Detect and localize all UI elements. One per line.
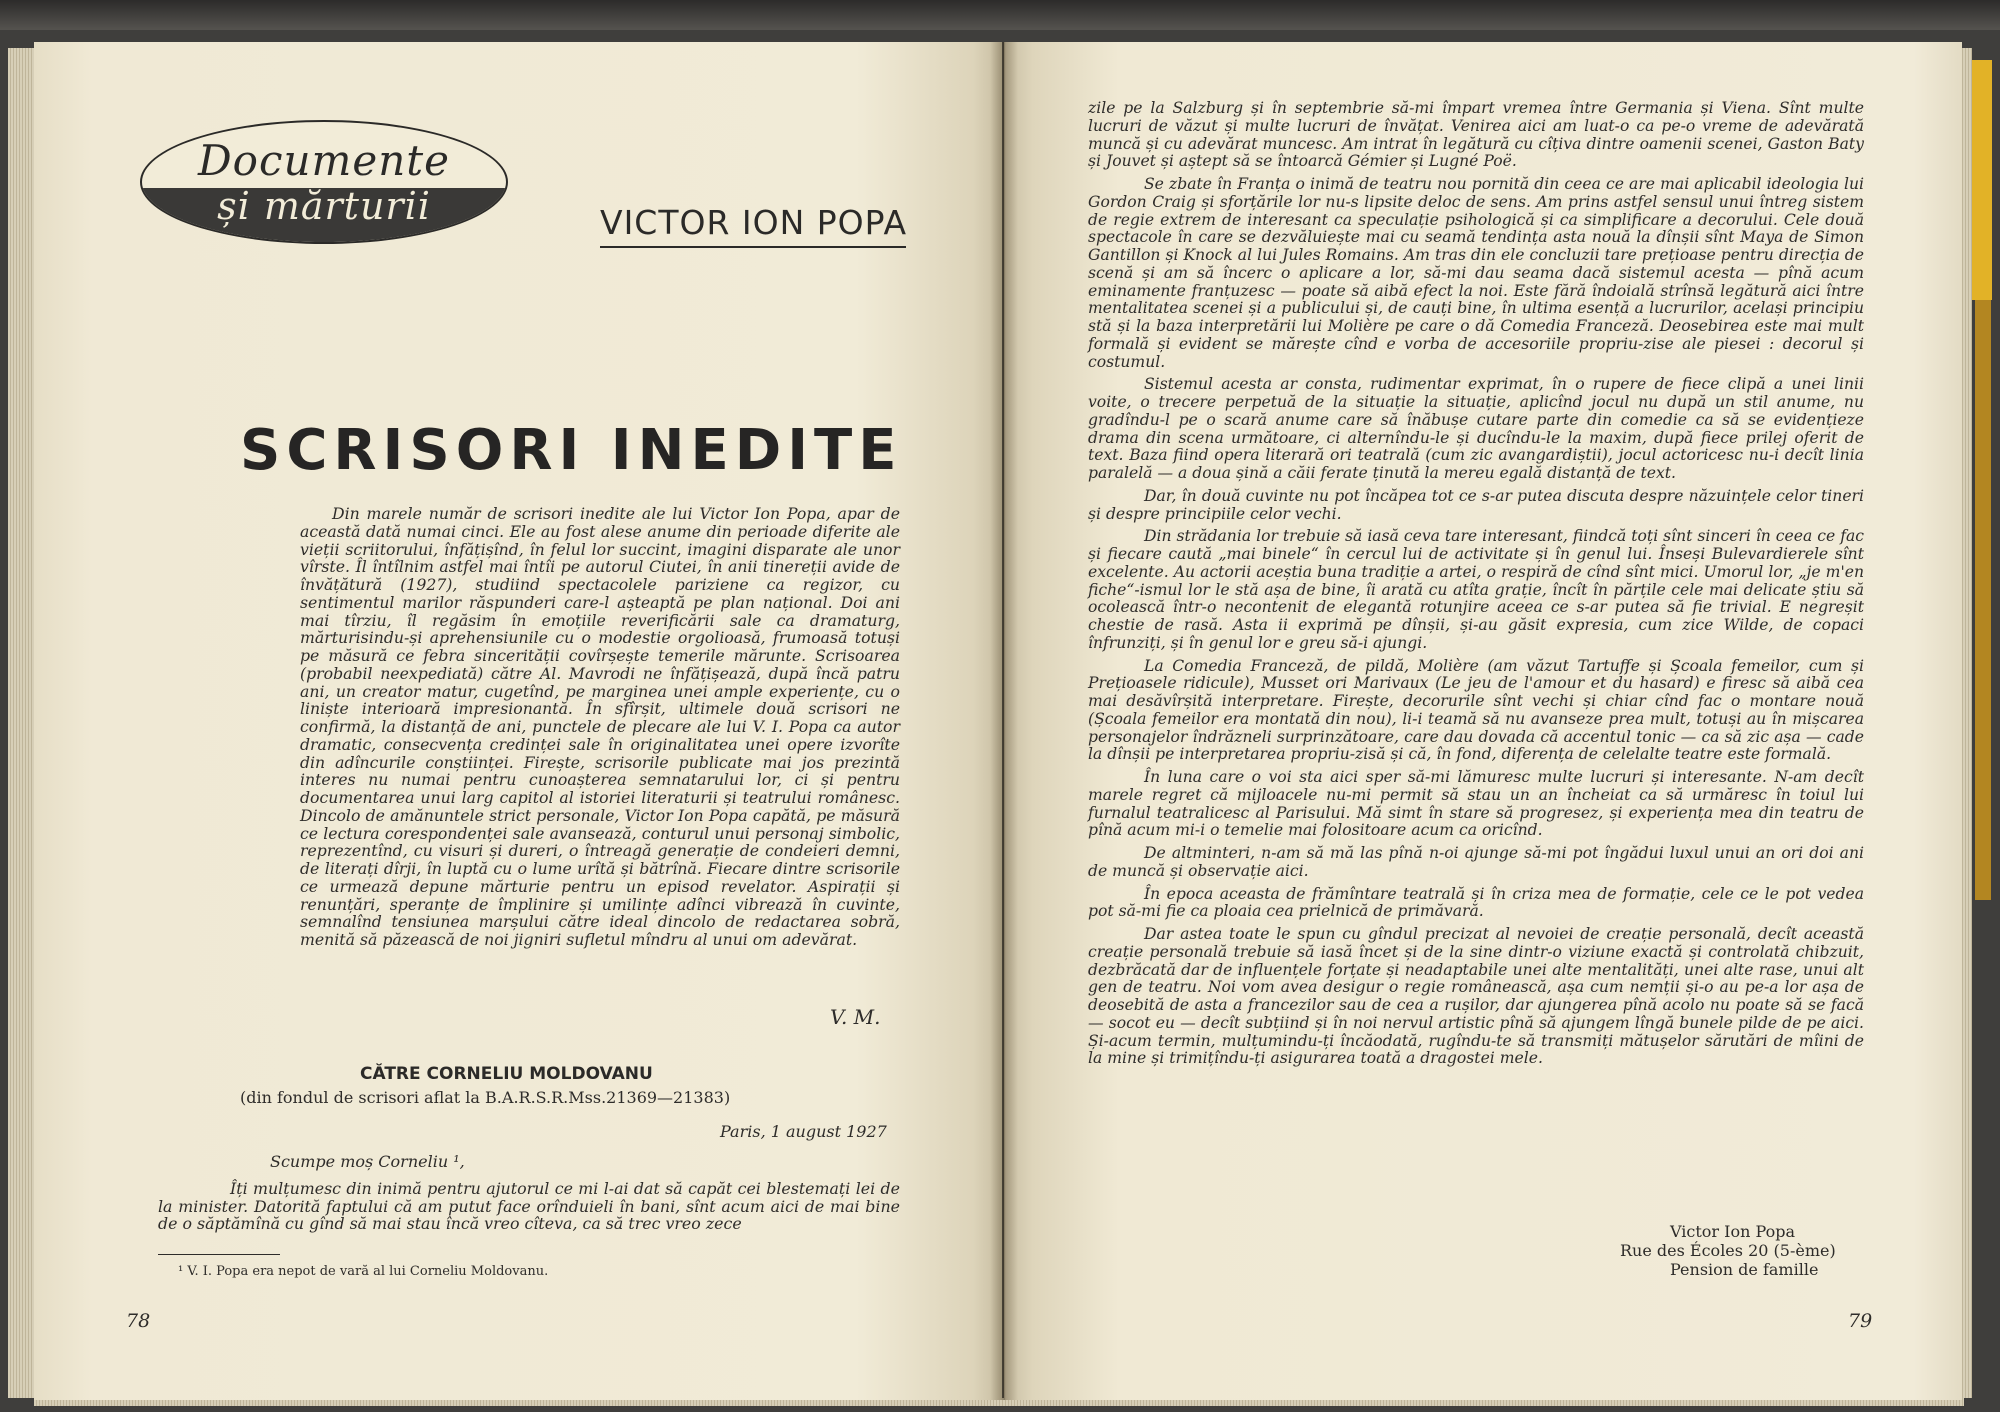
body-paragraph: În epoca aceasta de frămîntare teatrală și în criza mea de formație, cele ce le pot vedea pot să-mi fie ca ploaia cea prielnică de primăvară. — [1088, 884, 1864, 921]
footnote: ¹ V. I. Popa era nepot de vară al lui Corneliu Moldovanu. — [178, 1264, 549, 1279]
body-paragraph: În luna care o voi sta aici sper să-mi lămuresc multe lucruri și interesante. N-am decît marele regret că mijloacele nu-mi permit să stau un an încheiat ca să urmăresc în toiul lui furnalul teatralicesc al Parisului. Mă simt în stare să progresez, și experiența mea din teatru de pînă acum mi-i o temelie mai folositoare acum ca oricînd. — [1088, 768, 1864, 840]
letter-greeting: Scumpe moș Corneliu ¹, — [270, 1152, 465, 1171]
signature-address: Rue des Écoles 20 (5-ème) — [1620, 1241, 1836, 1260]
body-paragraph: Dar astea toate le spun cu gîndul precizat al nevoiei de creație personală, decît această creație personală trebuie să iasă încet și de la sine dintr-o viziune exactă și controlată chibzuit, dezbrăcată dar de influențele forțate și neadaptabile unei alte mentalități, unei alte rase, unui alt gen de teatru. Noi vom avea desigur o regie românească, așa cum nemții și-o au pe-a lor așa de deosebită de asta a francezilor sau de cea a rușilor, dar ajungerea pînă acolo nu poate să se facă — socot eu — decît subțiind și în noi nervul artistic pînă să ajungem lîngă bunele pilde de pe aici. Și-acum termin, mulțumindu-ți încăodată, rugîndu-te să transmiți mătușelor sărutări de mîini de la mine și trimițîndu-ți asigurarea toată a dragostei mele. — [1088, 925, 1864, 1068]
book-gutter — [990, 42, 1018, 1400]
bookmark-tab-lower — [1975, 300, 1991, 900]
author-name: VICTOR ION POPA — [600, 203, 908, 242]
intro-initials: V. M. — [830, 1005, 881, 1029]
page-number-left: 78 — [126, 1310, 151, 1332]
body-paragraph: Dar, în două cuvinte nu pot încăpea tot ce s-ar putea discuta despre năzuințele celor tineri și despre principiile celor vechi. — [1088, 486, 1864, 523]
author-underline — [600, 246, 906, 248]
page-number-right: 79 — [1848, 1310, 1873, 1332]
letter-paragraph: Îți mulțumesc din inimă pentru ajutorul ce mi l-ai dat să capăt cei blestemați lei de la minister. Datorită faptului că am putut face orînduieli în bani, sînt acum aici de mai bine de o săptămînă cu gînd să mai stau încă vreo cîteva, ca să trec vreo zece — [158, 1179, 900, 1234]
body-paragraph: Se zbate în Franța o inimă de teatru nou pornită din ceea ce are mai aplicabil ideologia lui Gordon Craig și sforțările lor nu-s lipsite deloc de sens. Am prins astfel sensul unui întreg sistem de regie extrem de interesant ca speculație psihologică și ca simplificare a decorului. Cele două spectacole în care se dezvăluiește mai cu seamă tendința asta nouă la dînșii sînt Maya de Simon Gantillon și Knock al lui Jules Romains. Am tras din ele concluzii tare prețioase pentru direcția de scenă și am să încerc o aplicare a lor, să-mi dau seama dacă sistemul acesta — pînă acum eminamente franțuzesc — poate să aibă efect la noi. Este fără îndoială strînsă legătură aici între mentalitatea scenei și a publicului și, de cauți bine, în ultima esență a lucrurilor, același principiu stă și la baza interpretării lui Molière pe care o dă Comedia Franceză. Deosebirea este mai mult formală și evident se mărește cînd e vorba de accesoriile propriu-zise ale piesei : decorul și costumul. — [1088, 175, 1864, 371]
letter-source: (din fondul de scrisori aflat la B.A.R.S.R.Mss.21369—21383) — [240, 1088, 731, 1107]
letter-body-continued — [1088, 100, 1864, 1073]
letter-heading: CĂTRE CORNELIU MOLDOVANU — [360, 1064, 653, 1084]
logo-line-2: și mărturii — [217, 184, 431, 228]
footnote-rule — [158, 1254, 280, 1255]
page-stack-left — [8, 48, 36, 1398]
book-cover-top-edge — [0, 0, 2000, 30]
signature-pension: Pension de famille — [1670, 1260, 1819, 1279]
body-paragraph: La Comedia Franceză, de pildă, Molière (am văzut Tartuffe și Școala femeilor, cum și Prețioasele ridicule), Musset ori Marivaux (Le jeu de l'amour et du hasard) e firesc să aibă cea mai desăvîrșită interpretare. Firește, decorurile sînt vechi și chiar cînd fac o montare nouă (Școala femeilor era montată din nou), li-i teamă să nu avanseze prea mult, totuși au în mișcarea personajelor îndrăzneli surprinzătoare, care dau dovada că accentul tonic — ca să zic așa — cade la dînșii pe interpretarea propriu-zisă și că, în fond, diferența de celelalte teatre este formală. — [1088, 656, 1864, 764]
body-paragraph: Sistemul acesta ar consta, rudimentar exprimat, în o rupere de fiece clipă a unei linii voite, o trecere perpetuă de la situație la situație, aplicînd jocul nu după un stil anume, nu gradîndu-l pe o scară anume care să înăbușe cutare parte din comedie ca să se evidențieze drama din scena următoare, ci alternîndu-le și ducîndu-le la maxim, după fiece prilej oferit de text. Baza fiind opera literară ori teatrală (cum zic avangardiștii), jocul actoricesc nu-i decît linia paralelă — a doua șină a căii ferate ținută la mereu egală distanță de text. — [1088, 375, 1864, 482]
body-paragraph: De altminteri, n-am să mă las pînă n-oi ajunge să-mi pot îngădui luxul unui an ori doi ani de muncă și observație aici. — [1088, 844, 1864, 880]
body-paragraph: zile pe la Salzburg și în septembrie să-mi împart vremea între Germania și Viena. Sînt multe lucruri de văzut și multe lucruri de învățat. Venirea aici am luat-o ca pe-o vreme de adevărată muncă și cu adevărat muncesc. Am intrat în legătură cu cîțiva dintre oamenii scenei, Gaston Baty și Jouvet și aștept să se întoarcă Gémier și Lugné Poë. — [1088, 99, 1864, 171]
logo-line-1: Documente — [198, 136, 450, 185]
intro-paragraph: Din marele număr de scrisori inedite ale lui Victor Ion Popa, apar de această dată numai cinci. Ele au fost alese anume din perioade diferite ale vieții scriitorului, înfățișînd, în felul lor succint, imagini disparate ale unor vîrste. Îl întîlnim astfel mai întîi pe autorul Ciutei, în anii tinereții avide de învățătură (1927), studiind spectacolele pariziene ca regizor, cu sentimentul marilor răspunderi care-l așteaptă pe plan național. Doi ani mai tîrziu, îl regăsim în emoțiile reverificării sale ca dramaturg, mărturisindu-și aprehensiunile cu o modestie orgolioasă, frumoasă totuși pe măsură ce febra sincerității covîrșește temerile mărunte. Scrisoarea (probabil neexpediată) către Al. Mavrodi ne înfățișează, după încă patru ani, un creator matur, cugetînd, pe marginea unei ample experiențe, cu o liniște interioară impresionantă. În sfîrșit, ultimele două scrisori ne confirmă, la distanță de ani, punctele de plecare ale lui V. I. Popa ca autor dramatic, consecvența credinței sale în originalitatea unei opere izvorîte din adîncurile conștiinței. Firește, scrisorile publicate mai jos prezintă interes nu numai pentru cunoașterea semnatarului lor, ci și pentru documentarea unui larg capitol al istoriei literaturii și teatrului românesc. Dincolo de amănuntele strict personale, Victor Ion Popa capătă, pe măsură ce lectura corespondenței sale avansează, conturul unui personaj simbolic, reprezentînd, cu visuri și dureri, o întreagă generație de condeieri demni, de literați dîrji, în luptă cu o lume urîtă și bătrînă. Fiecare dintre scrisorile ce urmează depune mărturie pentru un episod revelator. Aspirații și renunțări, speranțe de împlinire și umilințe adînci vibrează în cuvinte, semnalînd tensiunea marșului către ideal dincolo de redactarea sobră, menită să păzească de noi jigniri sufletul mîndru al unui om adevărat. — [300, 504, 900, 949]
body-paragraph: Din strădania lor trebuie să iasă ceva tare interesant, fiindcă toți sînt sinceri în ceea ce fac și fiecare caută „mai binele“ în cercul lui de activitate și în genul lui. Înseși Bulevardierele sînt excelente. Au actorii aceștia buna tradiție a artei, o respiră de cînd sînt mici. Umorul lor, „je m'en fiche“-ismul lor le stă așa de bine, îi arată cu atîta grație, încît în părțile cele mai delicate știu să ocolească într-o necontenit de elegantă rotunjire aceea ce s-ar putea să fie trivial. E negreșit chestie de rasă. Asta ii exprimă pe dînșii, și-au găsit expresia, cum zice Wilde, de copaci înfrunziți, și în genul lor e greu să-i ajungi. — [1088, 527, 1864, 652]
signature-name: Victor Ion Popa — [1670, 1222, 1796, 1241]
signature-block — [1620, 1222, 1836, 1279]
bookmark-tab — [1970, 60, 1992, 300]
letter-place-date: Paris, 1 august 1927 — [720, 1122, 887, 1141]
article-title: SCRISORI INEDITE — [240, 418, 903, 483]
section-logo — [140, 120, 508, 244]
intro-text — [300, 505, 900, 949]
letter-body-start — [158, 1180, 900, 1233]
